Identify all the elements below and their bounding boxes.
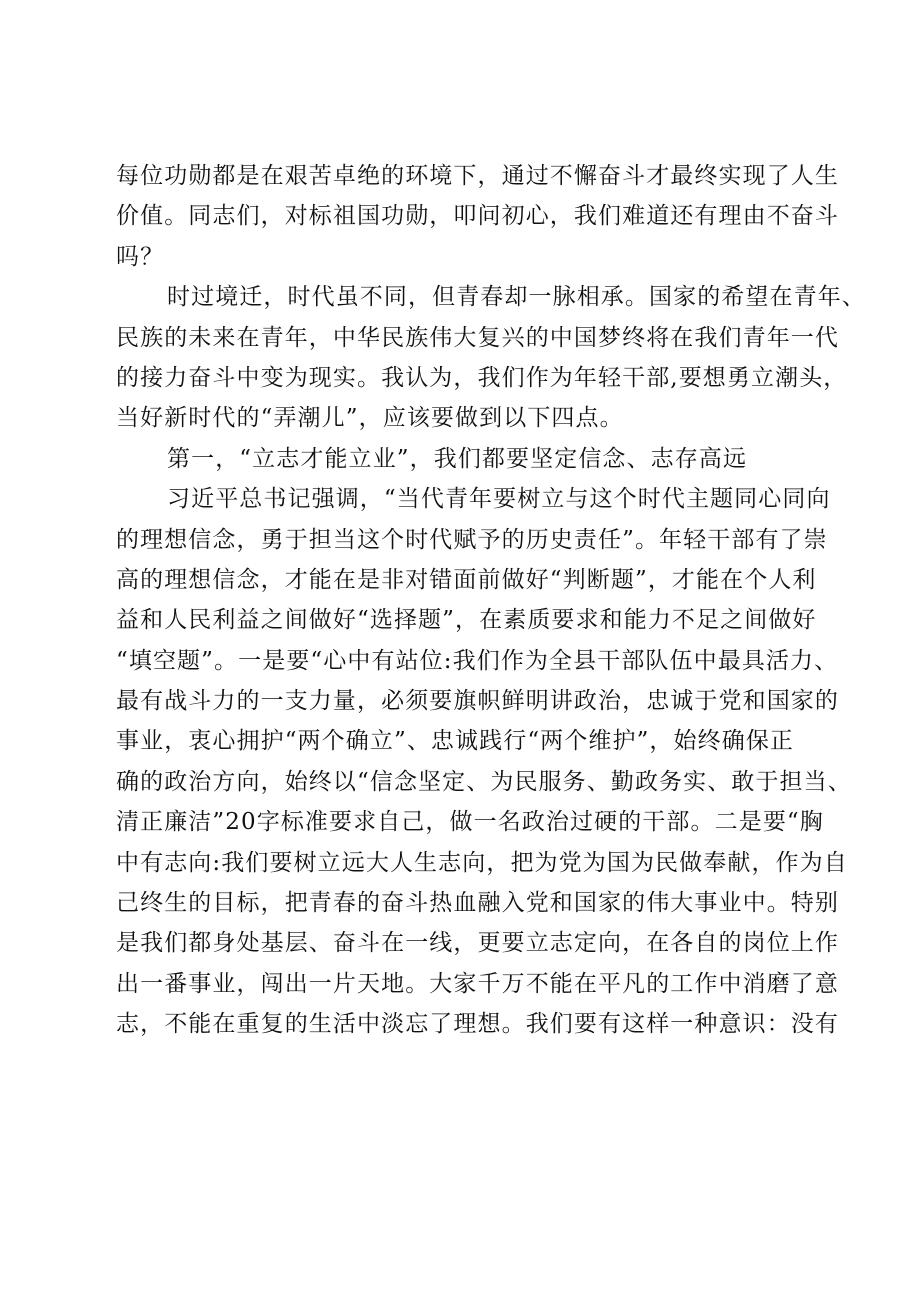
text-line: 高的理想信念，才能在是非对错面前做好“判断题”，才能在个人利 [116, 566, 817, 593]
text-line: 己终生的目标，把青春的奋斗热血融入党和国家的伟大事业中。特别 [116, 890, 839, 917]
text-line: 出一番事业，闯出一片天地。大家千万不能在平凡的工作中消磨了意 [116, 970, 839, 997]
text-line: 的接力奋斗中变为现实。我认为，我们作为年轻干部,要想勇立潮头， [116, 364, 848, 391]
text-line: “填空题”。一是要“心中有站位:我们作为全县干部队伍中最具活力、 [116, 647, 839, 674]
text-line: 清正廉洁”20字标准要求自己，做一名政治过硬的干部。二是要“胸 [116, 809, 824, 836]
text-line: 志，不能在重复的生活中淡忘了理想。我们要有这样一种意识：没有 [116, 1011, 839, 1038]
text-line: 确的政治方向，始终以“信念坚定、为民服务、勤政务实、敢于担当、 [116, 768, 852, 795]
text-line: 中有志向:我们要树立远大人生志向，把为党为国为民做奉献，作为自 [116, 849, 848, 876]
paragraph-first-line: 时过境迁，时代虽不同，但青春却一脉相承。国家的希望在青年、 [167, 284, 866, 311]
text-line: 的理想信念，勇于担当这个时代赋予的历史责任”。年轻干部有了崇 [116, 526, 828, 553]
text-line: 益和人民利益之间做好“选择题”，在素质要求和能力不足之间做好 [116, 607, 817, 634]
text-line: 民族的未来在青年，中华民族伟大复兴的中国梦终将在我们青年一代 [116, 324, 839, 351]
text-line: 价值。同志们，对标祖国功勋，叩问初心，我们难道还有理由不奋斗 [116, 203, 839, 230]
paragraph-first-line: 习近平总书记强调，“当代青年要树立与这个时代主题同心同向 [167, 486, 831, 513]
text-line: 当好新时代的“弄潮儿”，应该要做到以下四点。 [116, 405, 624, 432]
text-line: 事业，衷心拥护“两个确立”、忠诚践行“两个维护”，始终确保正 [116, 728, 795, 755]
text-line: 最有战斗力的一支力量，必须要旗帜鲜明讲政治，忠诚于党和国家的 [116, 688, 839, 715]
text-line: 是我们都身处基层、奋斗在一线，更要立志定向，在各自的岗位上作 [116, 930, 839, 957]
section-heading: 第一，“立志才能立业”，我们都要坚定信念、志存高远 [167, 445, 748, 472]
text-line: 吗？ [116, 243, 165, 270]
document-body [116, 156, 866, 1045]
text-line: 每位功勋都是在艰苦卓绝的环境下，通过不懈奋斗才最终实现了人生 [116, 163, 839, 189]
